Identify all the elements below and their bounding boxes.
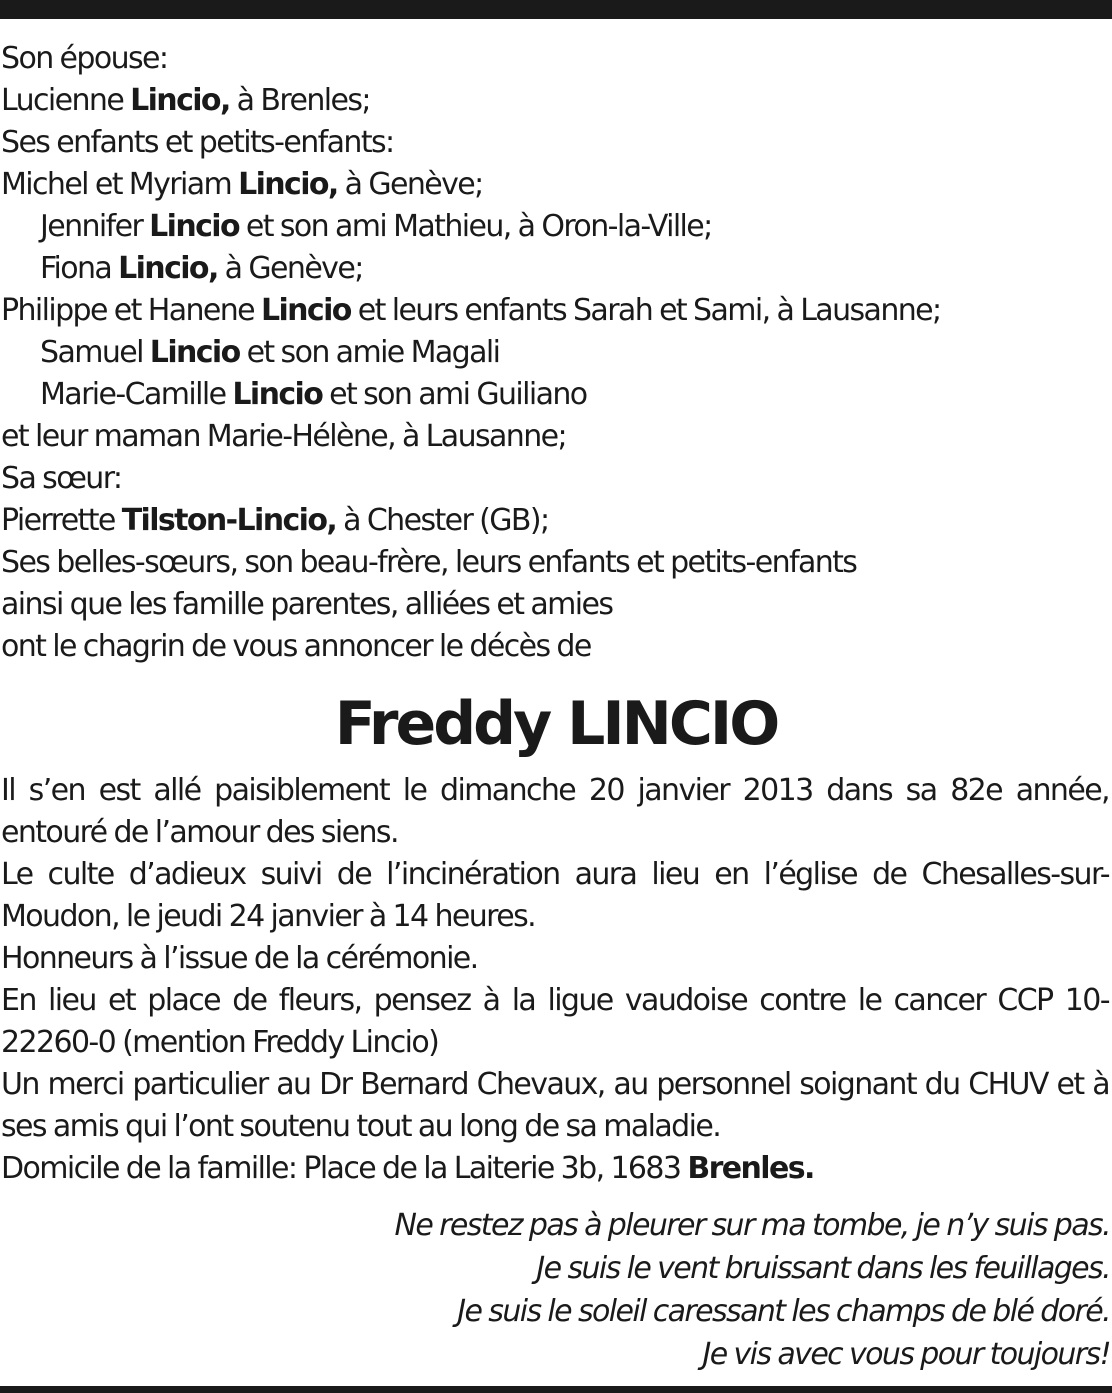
- top-rule: [0, 0, 1112, 19]
- family-line-pierrette: Pierrette Tilston-Lincio, à Chester (GB);: [1, 503, 549, 538]
- family-line-children-heading: Ses enfants et petits-enfants:: [1, 125, 394, 160]
- deceased-name: Freddy LINCIO: [334, 689, 778, 759]
- poem-verse: Je suis le soleil caressant les champs de blé doré.: [457, 1294, 1110, 1329]
- family-line-marie-camille: Marie-Camille Lincio et son ami Guiliano: [40, 377, 587, 412]
- notice-body: [1, 770, 1109, 1190]
- family-line-sister-heading: Sa sœur:: [1, 461, 122, 496]
- family-line-michel-myriam: Michel et Myriam Lincio, à Genève;: [1, 167, 483, 202]
- surname: Tilston-Lincio,: [121, 503, 337, 538]
- poem-verse: Ne restez pas à pleurer sur ma tombe, je n’y suis pas.: [394, 1208, 1110, 1243]
- bottom-rule: [0, 1386, 1112, 1393]
- surname: Lincio: [149, 209, 239, 244]
- surname: Lincio: [232, 377, 323, 412]
- surname: Lincio: [149, 335, 240, 370]
- family-line-relatives: ainsi que les famille parentes, alliées et amies: [1, 587, 613, 622]
- family-line-spouse-heading: Son épouse:: [1, 41, 168, 76]
- paragraph-passing: Il s’en est allé paisiblement le dimanche 20 janvier 2013 dans sa 82e année, entouré de l’amour des siens.: [1, 773, 1109, 850]
- family-line-in-laws: Ses belles-sœurs, son beau-frère, leurs enfants et petits-enfants: [1, 545, 857, 580]
- paragraph-honours: Honneurs à l’issue de la cérémonie.: [1, 941, 478, 976]
- paragraph-address: Domicile de la famille: Place de la Laiterie 3b, 1683 Brenles.: [1, 1151, 814, 1186]
- poem-verse: Je suis le vent bruissant dans les feuillages.: [536, 1251, 1110, 1286]
- family-line-philippe-hanene: Philippe et Hanene Lincio et leurs enfants Sarah et Sami, à Lausanne;: [1, 293, 941, 328]
- poem-verse: Je vis avec vous pour toujours!: [702, 1337, 1110, 1372]
- family-line-fiona: Fiona Lincio, à Genève;: [40, 251, 363, 286]
- paragraph-donation: En lieu et place de fleurs, pensez à la ligue vaudoise contre le cancer CCP 10-22260-0 (mention Freddy Lincio): [1, 983, 1109, 1060]
- family-list: [1, 38, 1111, 668]
- closing-poem: [110, 1204, 1110, 1376]
- paragraph-thanks: Un merci particulier au Dr Bernard Chevaux, au personnel soignant du CHUV et à ses amis qui l’ont soutenu tout au long de sa maladie.: [1, 1067, 1109, 1144]
- surname: Lincio,: [130, 83, 230, 118]
- address-town: Brenles.: [687, 1151, 814, 1186]
- family-line-spouse: Lucienne Lincio, à Brenles;: [1, 83, 370, 118]
- paragraph-ceremony: Le culte d’adieux suivi de l’incinération aura lieu en l’église de Chesalles-sur-Moudon, le jeudi 24 janvier à 14 heures.: [1, 857, 1109, 934]
- surname: Lincio: [260, 293, 351, 328]
- surname: Lincio,: [118, 251, 218, 286]
- surname: Lincio,: [238, 167, 338, 202]
- family-line-samuel: Samuel Lincio et son amie Magali: [40, 335, 500, 370]
- family-line-announcement: ont le chagrin de vous annoncer le décès de: [1, 629, 591, 664]
- family-line-marie-helene: et leur maman Marie-Hélène, à Lausanne;: [1, 419, 567, 454]
- family-line-jennifer: Jennifer Lincio et son ami Mathieu, à Oron-la-Ville;: [40, 209, 712, 244]
